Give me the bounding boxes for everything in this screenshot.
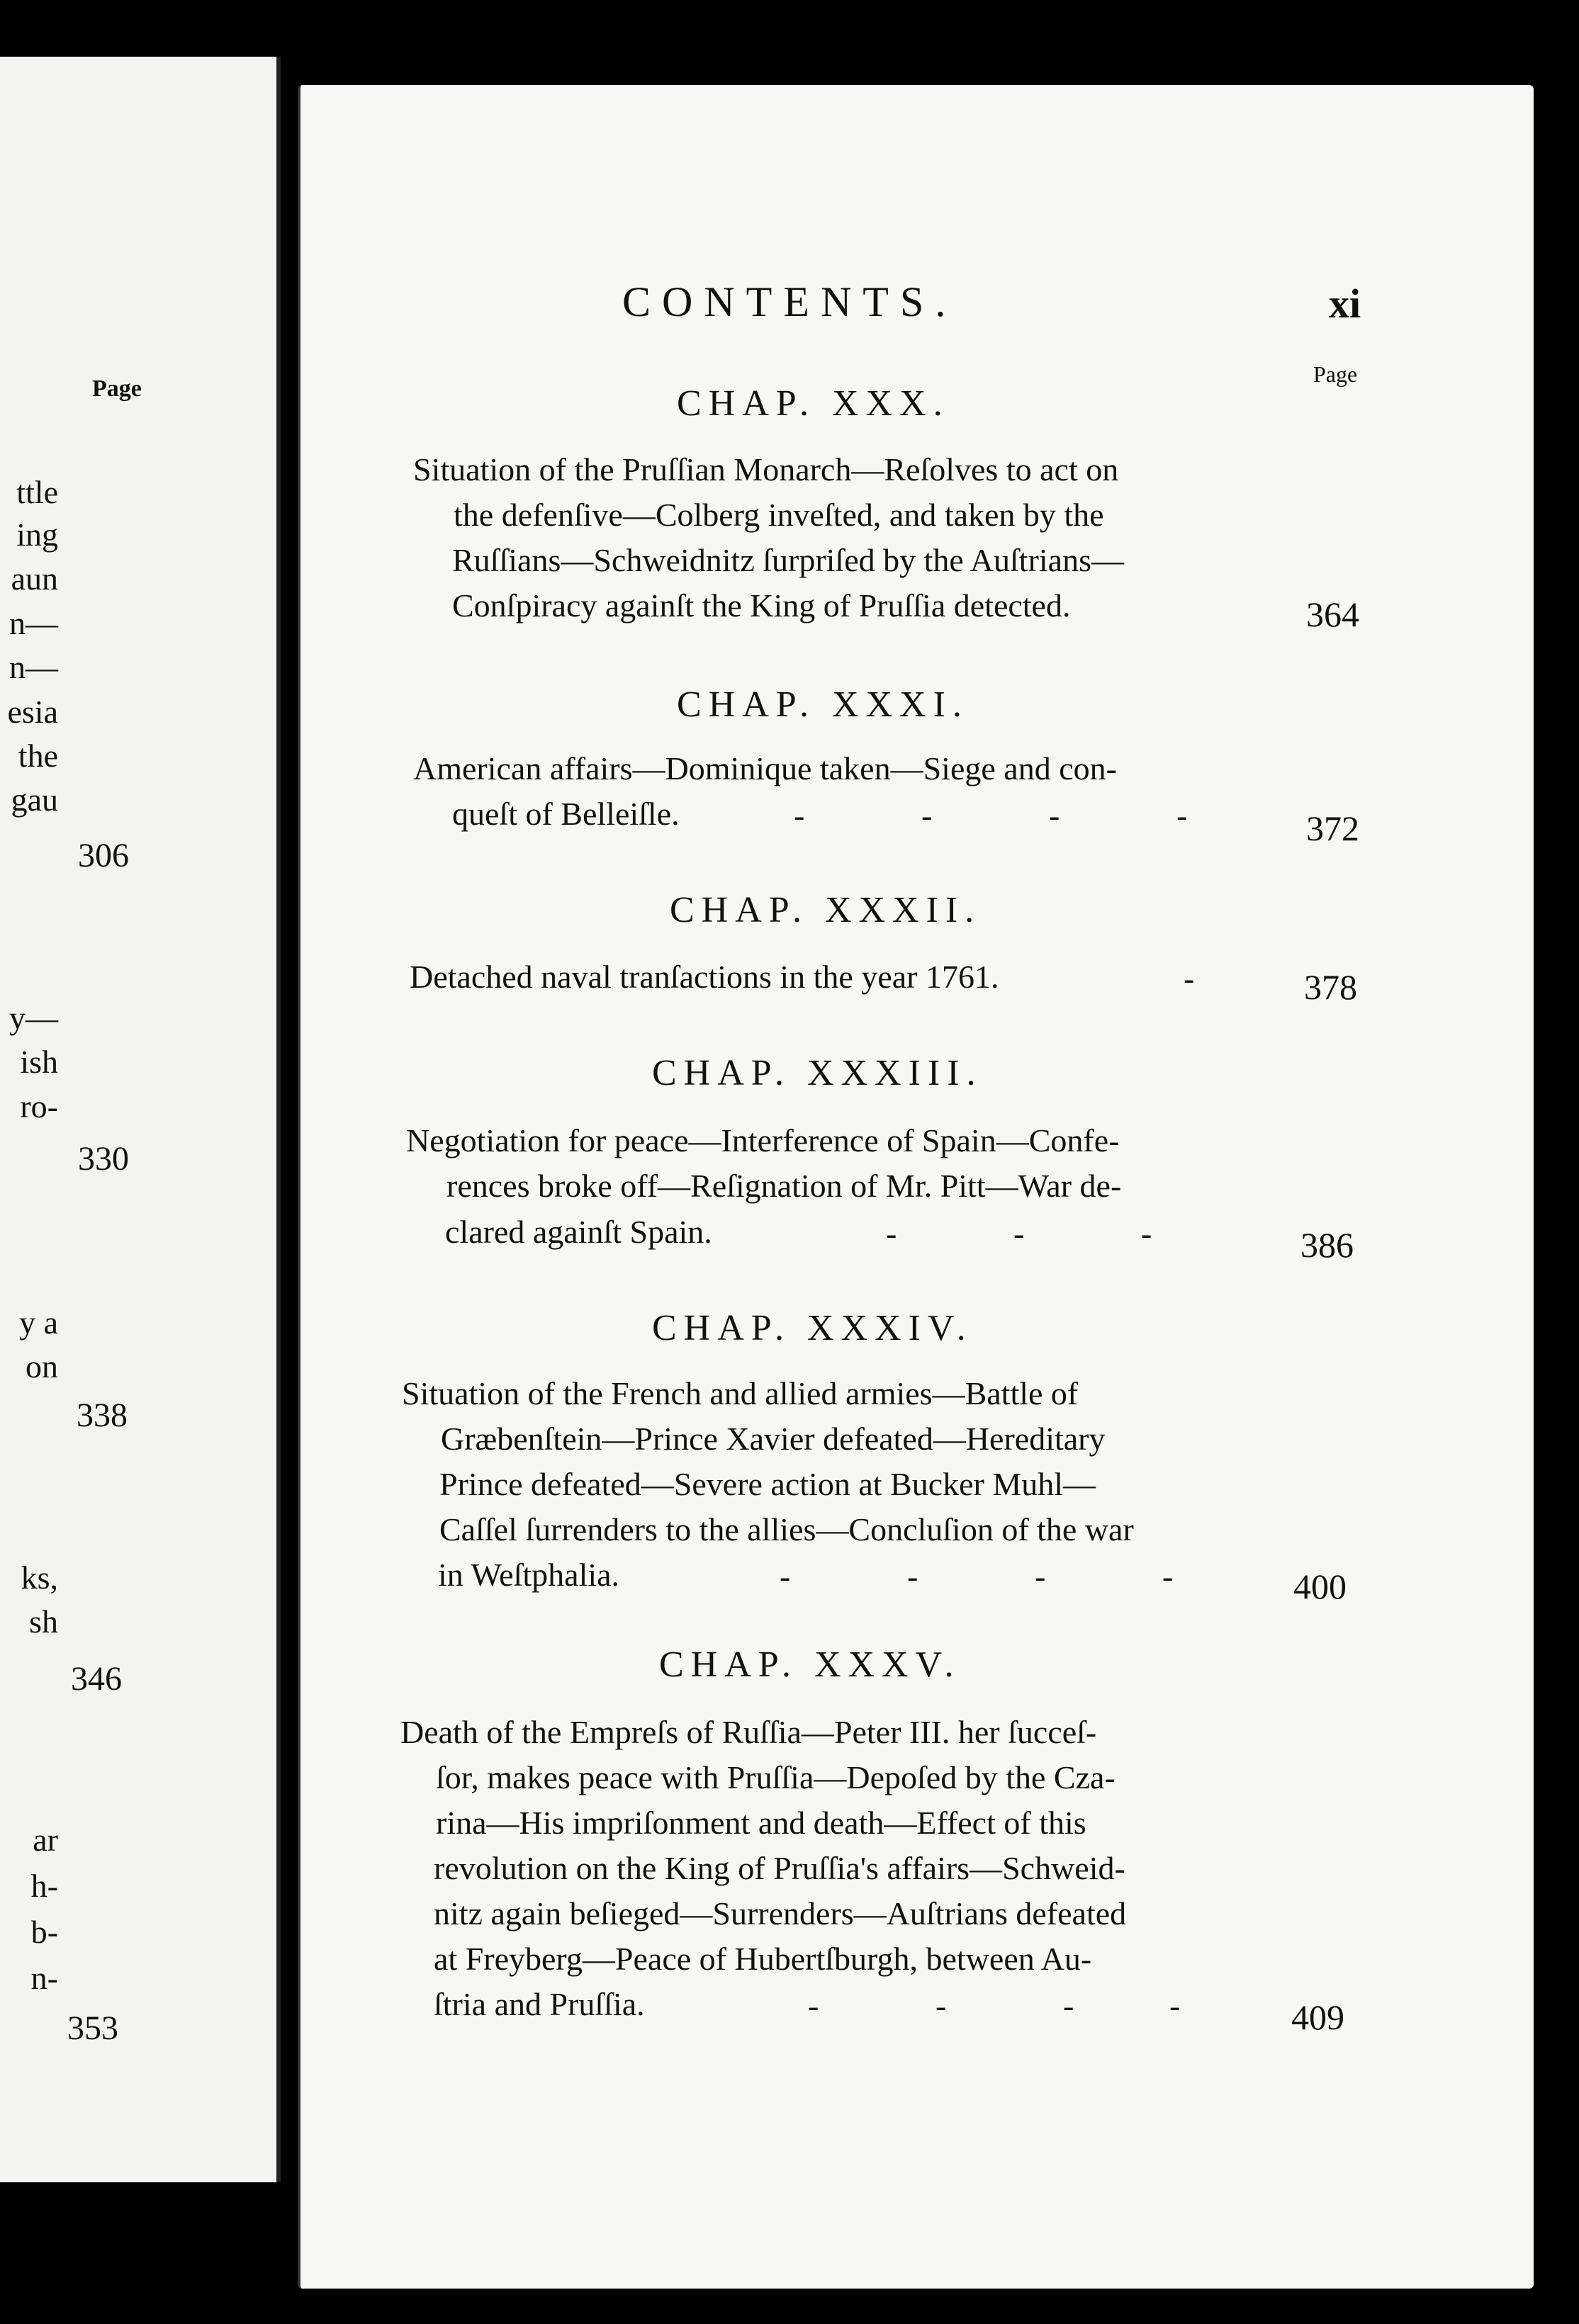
left-line-fragment: ish bbox=[20, 1044, 58, 1080]
entry-line: ſor, makes peace with Pruſſia—Depoſed by the Cza- bbox=[436, 1759, 1116, 1795]
leader-dash: - bbox=[1013, 1215, 1025, 1251]
left-page-number: 306 bbox=[78, 837, 129, 874]
entry-line: queſt of Belleiſle. bbox=[452, 796, 680, 832]
leader-dash: - bbox=[1141, 1215, 1152, 1251]
entry-line: Situation of the Pruſſian Monarch—Reſolves to act on bbox=[413, 451, 1119, 487]
left-page-column-label: Page bbox=[92, 376, 142, 402]
page-title: CONTENTS. bbox=[622, 278, 957, 325]
left-line-fragment: y— bbox=[9, 1000, 58, 1036]
chapter-page-number: 400 bbox=[1293, 1567, 1347, 1606]
entry-line: Negotiation for peace—Interference of Spain—Confe- bbox=[406, 1122, 1120, 1158]
left-line-fragment: n— bbox=[9, 649, 58, 685]
entry-line: nitz again beſieged—Surrenders—Auſtrians defeated bbox=[434, 1895, 1127, 1931]
left-line-fragment: ks, bbox=[21, 1559, 58, 1596]
leader-dash: - bbox=[1035, 1558, 1046, 1594]
entry-line: Ruſſians—Schweidnitz ſurpriſed by the Auſtrians— bbox=[452, 542, 1124, 578]
leader-dash: - bbox=[1162, 1558, 1174, 1594]
chapter-heading: CHAP. XXXV. bbox=[659, 1645, 961, 1685]
entry-line: clared againſt Spain. bbox=[445, 1214, 712, 1250]
left-line-fragment: ar bbox=[33, 1822, 58, 1858]
chapter-heading: CHAP. XXXI. bbox=[677, 684, 969, 725]
folio-number: xi bbox=[1329, 281, 1361, 327]
left-line-fragment: ro- bbox=[20, 1088, 58, 1124]
leader-dash: - bbox=[780, 1558, 791, 1594]
entry-line: Situation of the French and allied armies—Battle of bbox=[402, 1375, 1079, 1411]
entry-line: Græbenſtein—Prince Xavier defeated—Hereditary bbox=[441, 1421, 1106, 1457]
leader-dash: - bbox=[1049, 797, 1060, 833]
entry-line: the defenſive—Colberg inveſted, and taken by the bbox=[454, 497, 1104, 533]
left-line-fragment: the bbox=[18, 738, 58, 774]
entry-line: Death of the Empreſs of Ruſſia—Peter III. her ſucceſ- bbox=[400, 1714, 1097, 1750]
chapter-page-number: 372 bbox=[1306, 808, 1359, 848]
left-page-number: 330 bbox=[78, 1140, 129, 1178]
entry-line: Caſſel ſurrenders to the allies—Concluſion of the war bbox=[439, 1511, 1134, 1547]
leader-dash: - bbox=[794, 797, 805, 833]
chapter-page-number: 409 bbox=[1291, 1997, 1344, 2037]
entry-line: in Weſtphalia. bbox=[438, 1557, 620, 1593]
left-line-fragment: sh bbox=[29, 1603, 58, 1640]
left-line-fragment: b- bbox=[30, 1914, 58, 1950]
chapter-heading: CHAP. XXXIII. bbox=[652, 1053, 983, 1093]
chapter-heading: CHAP. XXXIV. bbox=[652, 1308, 973, 1348]
entry-line: revolution on the King of Pruſſia's affairs—Schweid- bbox=[434, 1850, 1125, 1886]
leader-dash: - bbox=[1176, 797, 1188, 833]
chapter-page-number: 386 bbox=[1300, 1225, 1354, 1265]
chapter-page-number: 378 bbox=[1304, 967, 1357, 1007]
entry-line: Prince defeated—Severe action at Bucker Muhl— bbox=[439, 1466, 1096, 1502]
left-line-fragment: aun bbox=[11, 560, 58, 597]
left-line-fragment: y a bbox=[19, 1304, 58, 1341]
left-line-fragment: esia bbox=[7, 694, 58, 730]
left-page-number: 346 bbox=[71, 1660, 122, 1698]
chapter-heading: CHAP. XXXII. bbox=[670, 890, 982, 930]
entry-line: Detached naval tranſactions in the year 1761. bbox=[410, 959, 999, 995]
entry-line: rina—His impriſonment and death—Effect of this bbox=[436, 1805, 1086, 1841]
leader-dash: - bbox=[1063, 1987, 1074, 2024]
leader-dash: - bbox=[1184, 960, 1195, 996]
leader-dash: - bbox=[886, 1215, 897, 1251]
leader-dash: - bbox=[907, 1558, 918, 1594]
left-page-number: 338 bbox=[77, 1397, 128, 1434]
left-line-fragment: ing bbox=[16, 517, 58, 553]
entry-line: ſtria and Pruſſia. bbox=[434, 1986, 645, 2022]
entry-line: at Freyberg—Peace of Hubertſburgh, between Au- bbox=[434, 1941, 1092, 1977]
entry-line: Conſpiracy againſt the King of Pruſſia detected. bbox=[452, 587, 1071, 624]
left-line-fragment: on bbox=[26, 1348, 58, 1384]
left-line-fragment: ttle bbox=[16, 474, 58, 510]
left-line-fragment: n— bbox=[9, 605, 58, 641]
leader-dash: - bbox=[935, 1987, 947, 2024]
left-page-number: 353 bbox=[67, 2009, 118, 2047]
entry-line: rences broke off—Reſignation of Mr. Pitt—War de- bbox=[446, 1168, 1122, 1204]
chapter-heading: CHAP. XXX. bbox=[677, 383, 950, 424]
leader-dash: - bbox=[808, 1987, 819, 2024]
chapter-page-number: 364 bbox=[1306, 594, 1359, 634]
left-line-fragment: h- bbox=[30, 1868, 58, 1904]
left-page bbox=[0, 57, 281, 2182]
leader-dash: - bbox=[921, 797, 933, 833]
page-column-label: Page bbox=[1313, 361, 1358, 387]
left-line-fragment: gau bbox=[11, 782, 58, 818]
entry-line: American affairs—Dominique taken—Siege and con- bbox=[413, 750, 1117, 786]
leader-dash: - bbox=[1169, 1987, 1181, 2024]
left-line-fragment: n- bbox=[30, 1960, 58, 1996]
